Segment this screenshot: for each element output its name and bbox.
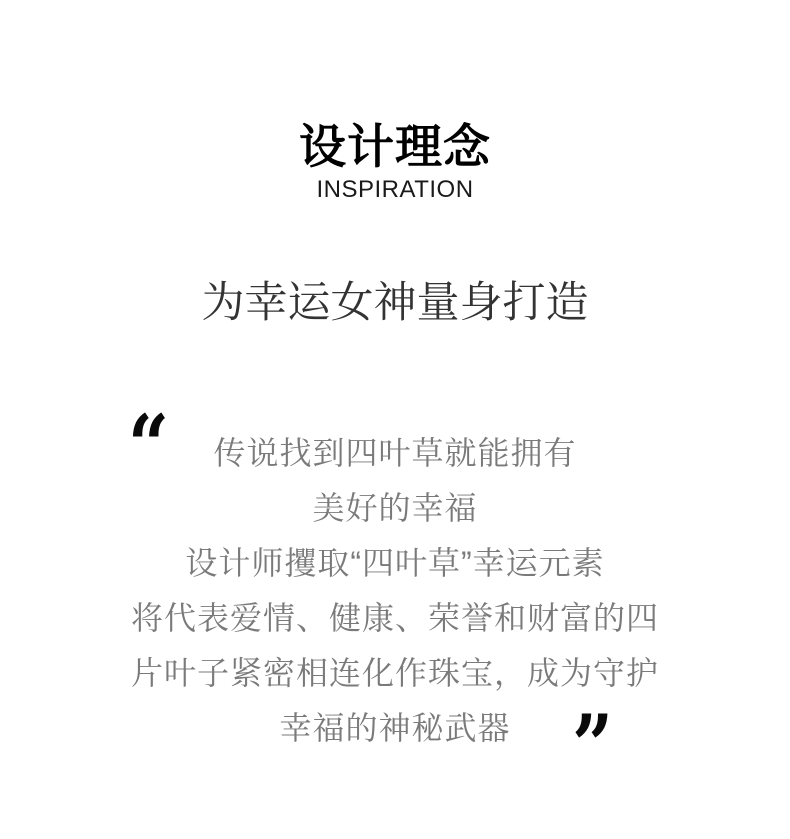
quote-line-6: 幸福的神秘武器	[279, 710, 511, 746]
tagline: 为幸运女神量身打造	[201, 279, 589, 327]
quote-line-5: 片叶子紧密相连化作珠宝，成为守护	[130, 655, 659, 691]
quote-line-4: 将代表爱情、健康、荣誉和财富的四	[130, 600, 659, 636]
quote-line-1: 传说找到四叶草就能拥有	[213, 435, 577, 471]
section-subtitle-en: INSPIRATION	[316, 176, 474, 203]
section-title: 设计理念	[299, 120, 491, 173]
close-quote-icon: ”	[572, 696, 614, 795]
quote-block	[95, 426, 695, 756]
open-quote-icon: “	[128, 396, 170, 495]
quote-line-3: 设计师攫取“四叶草”幸运元素	[185, 545, 605, 581]
quote-line-2: 美好的幸福	[312, 490, 478, 526]
